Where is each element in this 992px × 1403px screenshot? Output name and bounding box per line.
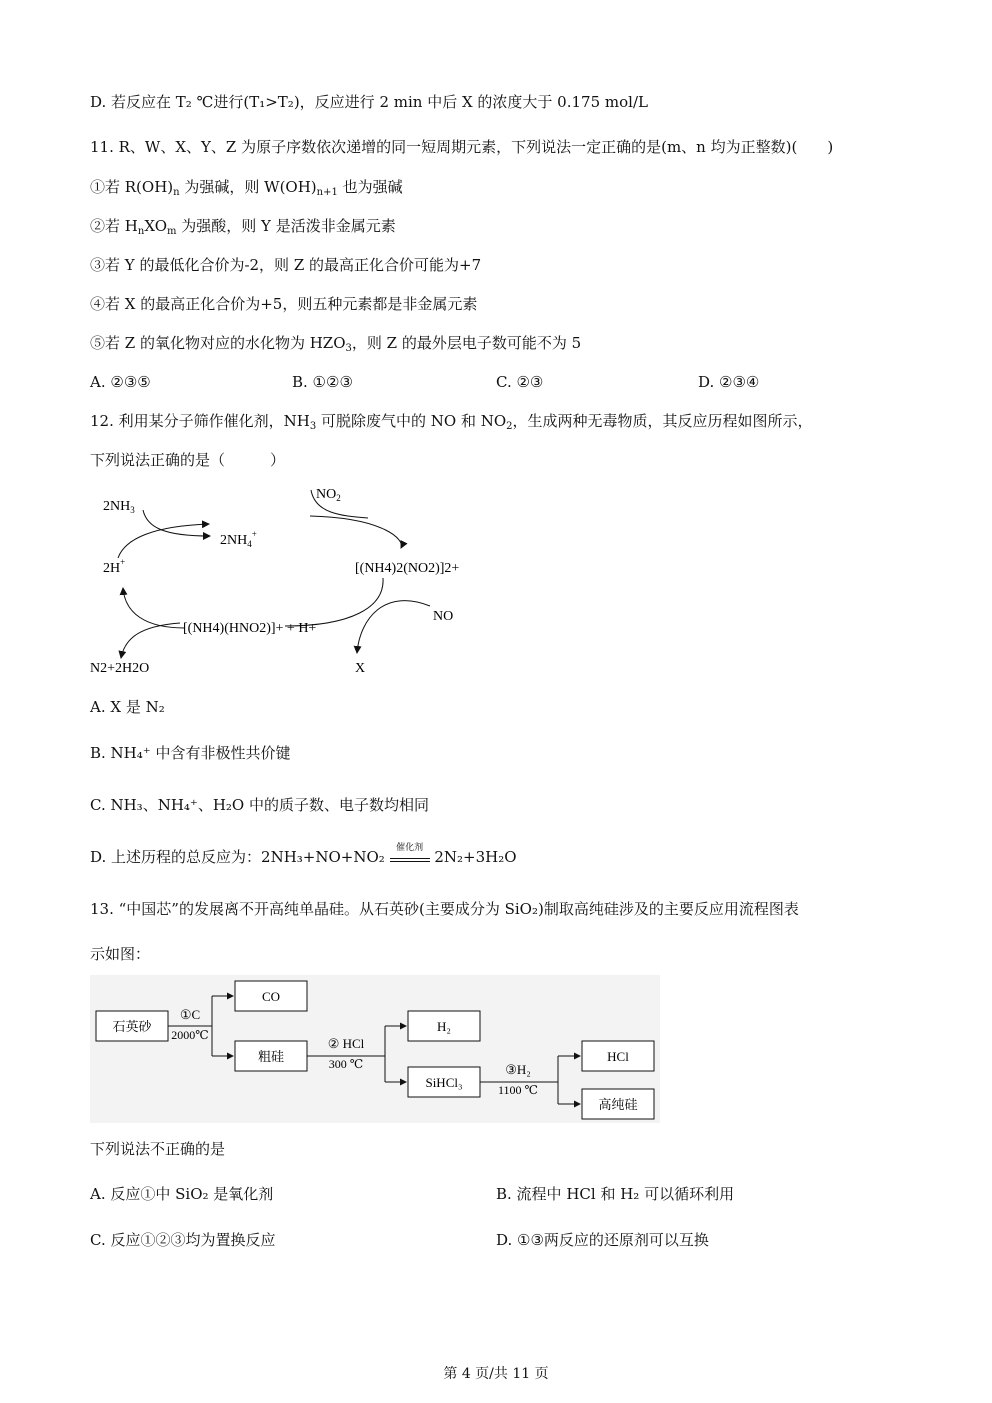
q11-option-a: A. ②③⑤ — [90, 373, 151, 391]
text-temp3: 1100 ℃ — [498, 1083, 538, 1097]
catalyst-label: 催化剂 — [396, 843, 424, 853]
label-no: NO — [433, 609, 454, 624]
q12-stem-line1: 12. 利用某分子筛作催化剂，$NH_3$ 可脱除废气中的 NO 和 $NO_2$，生成两种无毒物质，其反应历程如图所示， — [90, 412, 813, 432]
q11-statement-2: ②若 $H_nXO_m$ 为强酸，则 Y 是活泼非金属元素 — [90, 217, 396, 237]
text-hcl-reagent: ② HCl — [327, 1036, 365, 1051]
silicon-flow-diagram — [90, 975, 660, 1123]
q13-option-d: D. ①③两反应的还原剂可以互换 — [496, 1231, 709, 1249]
q12-option-b: B. NH₄⁺ 中含有非极性共价键 — [90, 744, 291, 762]
text-hcl-out: HCl — [607, 1049, 629, 1064]
q13-stem-line1: 13. “中国芯”的发展离不开高纯单晶硅。从石英砂(主要成分为 SiO₂)制取高纯硅涉及的主要反应用流程图表 — [90, 900, 799, 918]
label-2nh4: $2NH_4^+$ — [220, 529, 257, 549]
text-h2: H₂ — [437, 1019, 451, 1034]
q11-option-c: C. ②③ — [496, 373, 544, 391]
q13-question: 下列说法不正确的是 — [90, 1140, 226, 1158]
label-complex-1: [(NH4)2(NO2)]2+ — [355, 561, 460, 576]
q11-stem: 11. R、W、X、Y、Z 为原子序数依次递增的同一短周期元素，下列说法一定正确的是(m、n 均为正整数)( ) — [90, 138, 834, 156]
label-no2: $NO_2$ — [316, 487, 341, 503]
q11-statement-3: ③若 Y 的最低化合价为-2，则 Z 的最高正化合价可能为+7 — [90, 256, 482, 274]
q11-statement-5: ⑤若 Z 的氧化物对应的水化物为 $HZO_3$，则 Z 的最外层电子数可能不为 5 — [90, 334, 582, 354]
q11-option-b: B. ①②③ — [292, 373, 353, 391]
q12-option-d: D. 上述历程的总反应为：2NH₃+NO+NO₂ 催化剂 2N₂+3H₂O — [90, 847, 517, 867]
reaction-cycle-diagram — [85, 478, 505, 683]
label-x: X — [355, 661, 366, 676]
q13-option-c: C. 反应①②③均为置换反应 — [90, 1231, 276, 1249]
q13-stem-line2: 示如图： — [90, 945, 151, 963]
page-footer: 第 4 页/共 11 页 — [443, 1366, 549, 1382]
text-temp1: 2000℃ — [171, 1028, 209, 1042]
label-2nh3: $2NH_3$ — [103, 499, 135, 515]
text-pure-si: 高纯硅 — [598, 1097, 638, 1112]
text-c: ①C — [179, 1007, 201, 1022]
label-2h: 2H+ — [103, 557, 126, 576]
q12-stem-line2: 下列说法正确的是（ ） — [90, 451, 286, 469]
label-complex-2: [(NH4)(HNO2)]+ + H+ — [183, 621, 317, 636]
text-h2-reagent: ③H₂ — [505, 1062, 531, 1077]
text-quartz: 石英砂 — [112, 1019, 152, 1034]
text-sihcl3: SiHCl₃ — [425, 1075, 463, 1090]
q12-option-a: A. X 是 N₂ — [90, 698, 165, 716]
q13-option-b: B. 流程中 HCl 和 H₂ 可以循环利用 — [496, 1185, 735, 1203]
text-temp2: 300 ℃ — [328, 1057, 364, 1071]
label-n2-2h2o: N2+2H2O — [90, 661, 150, 676]
q12-option-c: C. NH₃、NH₄⁺、H₂O 中的质子数、电子数均相同 — [90, 796, 429, 814]
q13-option-a: A. 反应①中 SiO₂ 是氧化剂 — [90, 1185, 274, 1203]
text-crude-si: 粗硅 — [257, 1049, 285, 1064]
q11-statement-4: ④若 X 的最高正化合价为+5，则五种元素都是非金属元素 — [90, 295, 478, 313]
q11-option-d: D. ②③④ — [698, 373, 760, 391]
q11-statement-1: ①若 $R(OH)_n$ 为强碱，则 $W(OH)_{n+1}$ 也为强碱 — [90, 178, 403, 198]
text-co: CO — [261, 989, 281, 1004]
q10-option-d: D. 若反应在 T₂ ℃进行(T₁>T₂)，反应进行 2 min 中后 X 的浓度大于 0.175 mol/L — [90, 93, 648, 111]
